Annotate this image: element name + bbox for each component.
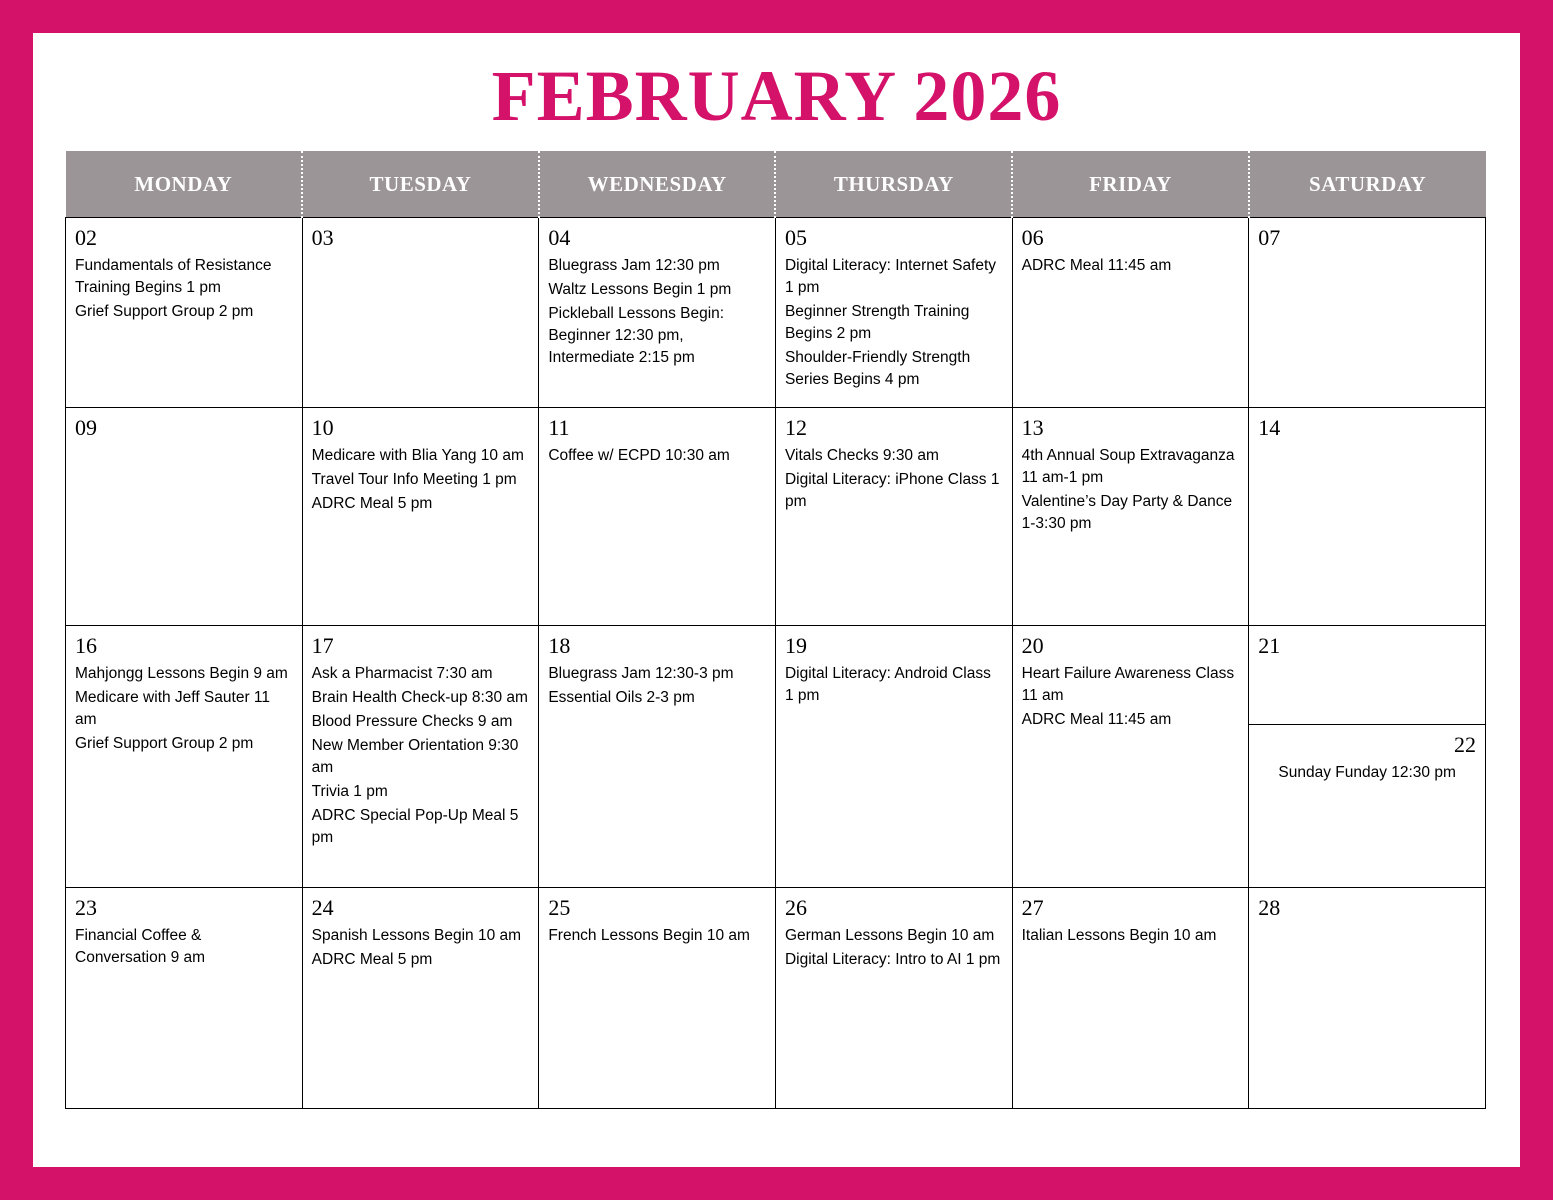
day-events bbox=[312, 445, 530, 515]
event-item: Grief Support Group 2 pm bbox=[75, 303, 254, 321]
event-item: ADRC Meal 5 pm bbox=[311, 495, 433, 513]
day-number: 26 bbox=[784, 895, 807, 920]
day-events bbox=[312, 663, 530, 849]
day-cell[interactable] bbox=[1249, 888, 1486, 1109]
event-item: Blood Pressure Checks 9 am bbox=[311, 713, 513, 731]
day-number: 25 bbox=[548, 895, 571, 920]
day-events bbox=[75, 925, 293, 969]
event-item: New Member Orientation 9:30 am bbox=[311, 737, 519, 777]
event-item: Digital Literacy: Intro to AI 1 pm bbox=[784, 951, 1001, 969]
event-item: Bluegrass Jam 12:30 pm bbox=[548, 257, 720, 275]
day-events bbox=[75, 663, 293, 755]
event-item: 4th Annual Soup Extravaganza 11 am-1 pm bbox=[1021, 447, 1235, 487]
event-item: ADRC Meal 5 pm bbox=[311, 951, 433, 969]
day-events bbox=[548, 445, 766, 467]
weekday-header-thursday: THURSDAY bbox=[775, 151, 1012, 218]
day-number: 04 bbox=[548, 225, 571, 250]
day-cell-split[interactable] bbox=[1249, 626, 1486, 888]
day-cell[interactable] bbox=[302, 218, 539, 408]
day-events bbox=[785, 445, 1003, 513]
day-number: 22 bbox=[1454, 732, 1476, 757]
event-item: Brain Health Check-up 8:30 am bbox=[311, 689, 528, 707]
day-events bbox=[785, 925, 1003, 971]
event-item: Coffee w/ ECPD 10:30 am bbox=[548, 447, 730, 465]
day-number: 12 bbox=[784, 415, 807, 440]
event-item: Bluegrass Jam 12:30-3 pm bbox=[548, 665, 734, 683]
calendar-page bbox=[33, 33, 1520, 1167]
event-item: Medicare with Jeff Sauter 11 am bbox=[75, 689, 270, 729]
day-number: 24 bbox=[311, 895, 334, 920]
day-events bbox=[548, 925, 766, 947]
event-item: Beginner Strength Training Begins 2 pm bbox=[784, 303, 970, 343]
day-number: 03 bbox=[311, 225, 334, 250]
event-item: Italian Lessons Begin 10 am bbox=[1021, 927, 1217, 945]
day-number: 05 bbox=[784, 225, 807, 250]
day-number: 18 bbox=[548, 633, 571, 658]
day-number: 09 bbox=[75, 415, 97, 440]
day-number: 07 bbox=[1258, 225, 1281, 250]
day-events bbox=[1022, 255, 1240, 277]
day-cell[interactable] bbox=[1249, 218, 1486, 408]
event-item: Heart Failure Awareness Class 11 am bbox=[1021, 665, 1235, 705]
day-number: 13 bbox=[1021, 415, 1044, 440]
day-number: 21 bbox=[1258, 633, 1281, 658]
event-item: ADRC Meal 11:45 am bbox=[1021, 257, 1172, 275]
day-cell[interactable] bbox=[1249, 408, 1486, 626]
day-cell[interactable] bbox=[775, 626, 1012, 888]
event-item: Essential Oils 2-3 pm bbox=[548, 689, 695, 707]
day-events bbox=[1022, 925, 1240, 947]
page-title: FEBRUARY 2026 bbox=[491, 56, 1062, 136]
calendar-week-row bbox=[66, 218, 1486, 408]
day-number: 16 bbox=[75, 633, 97, 658]
day-cell[interactable] bbox=[302, 888, 539, 1109]
event-item: Medicare with Blia Yang 10 am bbox=[311, 447, 524, 465]
day-cell[interactable] bbox=[1012, 888, 1249, 1109]
day-events bbox=[785, 255, 1003, 391]
day-cell[interactable] bbox=[775, 888, 1012, 1109]
day-cell[interactable] bbox=[539, 218, 776, 408]
weekday-header-row bbox=[66, 151, 1486, 218]
day-number: 14 bbox=[1258, 415, 1281, 440]
day-number: 20 bbox=[1021, 633, 1044, 658]
day-cell[interactable] bbox=[775, 218, 1012, 408]
day-number: 06 bbox=[1021, 225, 1044, 250]
weekday-header-saturday: SATURDAY bbox=[1249, 151, 1486, 218]
day-number: 10 bbox=[311, 415, 334, 440]
event-item: ADRC Special Pop-Up Meal 5 pm bbox=[311, 807, 519, 847]
day-cell[interactable] bbox=[1012, 218, 1249, 408]
day-events bbox=[785, 663, 1003, 707]
weekday-header-tuesday: TUESDAY bbox=[302, 151, 539, 218]
day-cell[interactable] bbox=[66, 218, 303, 408]
day-number: 02 bbox=[75, 225, 97, 250]
event-item: Financial Coffee & Conversation 9 am bbox=[75, 927, 206, 967]
event-item: Ask a Pharmacist 7:30 am bbox=[311, 665, 493, 683]
weekday-header-monday: MONDAY bbox=[66, 151, 303, 218]
event-item: French Lessons Begin 10 am bbox=[548, 927, 750, 945]
day-cell[interactable] bbox=[539, 888, 776, 1109]
day-events bbox=[548, 663, 766, 709]
day-cell[interactable] bbox=[539, 626, 776, 888]
event-item: German Lessons Begin 10 am bbox=[784, 927, 995, 945]
event-item: Spanish Lessons Begin 10 am bbox=[311, 927, 522, 945]
day-number: 23 bbox=[75, 895, 97, 920]
event-item: Waltz Lessons Begin 1 pm bbox=[548, 281, 732, 299]
day-number: 28 bbox=[1258, 895, 1281, 920]
event-item: Pickleball Lessons Begin: Beginner 12:30 pm, Intermediate 2:15 pm bbox=[548, 305, 725, 367]
day-events bbox=[1022, 445, 1240, 535]
weekday-header-friday: FRIDAY bbox=[1012, 151, 1249, 218]
day-cell[interactable] bbox=[539, 408, 776, 626]
event-item: Vitals Checks 9:30 am bbox=[784, 447, 939, 465]
day-cell[interactable] bbox=[66, 888, 303, 1109]
day-cell[interactable] bbox=[66, 408, 303, 626]
day-cell[interactable] bbox=[66, 626, 303, 888]
day-events bbox=[312, 925, 530, 971]
day-events bbox=[1022, 663, 1240, 731]
day-cell-sunday[interactable] bbox=[1249, 724, 1485, 792]
day-cell[interactable] bbox=[302, 408, 539, 626]
calendar-week-row bbox=[66, 626, 1486, 888]
event-item: Digital Literacy: iPhone Class 1 pm bbox=[784, 471, 1000, 511]
event-item: Valentine’s Day Party & Dance 1-3:30 pm bbox=[1021, 493, 1233, 533]
calendar-container bbox=[65, 151, 1486, 1109]
event-item: ADRC Meal 11:45 am bbox=[1021, 711, 1172, 729]
calendar-table bbox=[65, 151, 1486, 1109]
day-events bbox=[548, 255, 766, 369]
event-item: Fundamentals of Resistance Training Begins 1 pm bbox=[75, 257, 272, 297]
day-number: 27 bbox=[1021, 895, 1044, 920]
event-item: Grief Support Group 2 pm bbox=[75, 735, 254, 753]
day-cell[interactable] bbox=[1249, 626, 1485, 724]
calendar-week-row bbox=[66, 408, 1486, 626]
event-item: Digital Literacy: Internet Safety 1 pm bbox=[784, 257, 997, 297]
day-events bbox=[75, 255, 293, 323]
weekday-header-wednesday: WEDNESDAY bbox=[539, 151, 776, 218]
day-cell[interactable] bbox=[1012, 408, 1249, 626]
day-cell[interactable] bbox=[775, 408, 1012, 626]
event-item: Travel Tour Info Meeting 1 pm bbox=[311, 471, 517, 489]
day-number: 17 bbox=[311, 633, 334, 658]
day-events bbox=[1258, 762, 1476, 784]
day-number: 11 bbox=[548, 415, 570, 440]
calendar-week-row bbox=[66, 888, 1486, 1109]
day-number: 19 bbox=[784, 633, 807, 658]
event-item: Digital Literacy: Android Class 1 pm bbox=[784, 665, 991, 705]
day-cell[interactable] bbox=[302, 626, 539, 888]
day-cell[interactable] bbox=[1012, 626, 1249, 888]
event-item: Mahjongg Lessons Begin 9 am bbox=[75, 665, 288, 683]
event-item: Shoulder-Friendly Strength Series Begins 4 pm bbox=[784, 349, 971, 389]
event-item: Sunday Funday 12:30 pm bbox=[1278, 764, 1456, 782]
event-item: Trivia 1 pm bbox=[311, 783, 388, 801]
